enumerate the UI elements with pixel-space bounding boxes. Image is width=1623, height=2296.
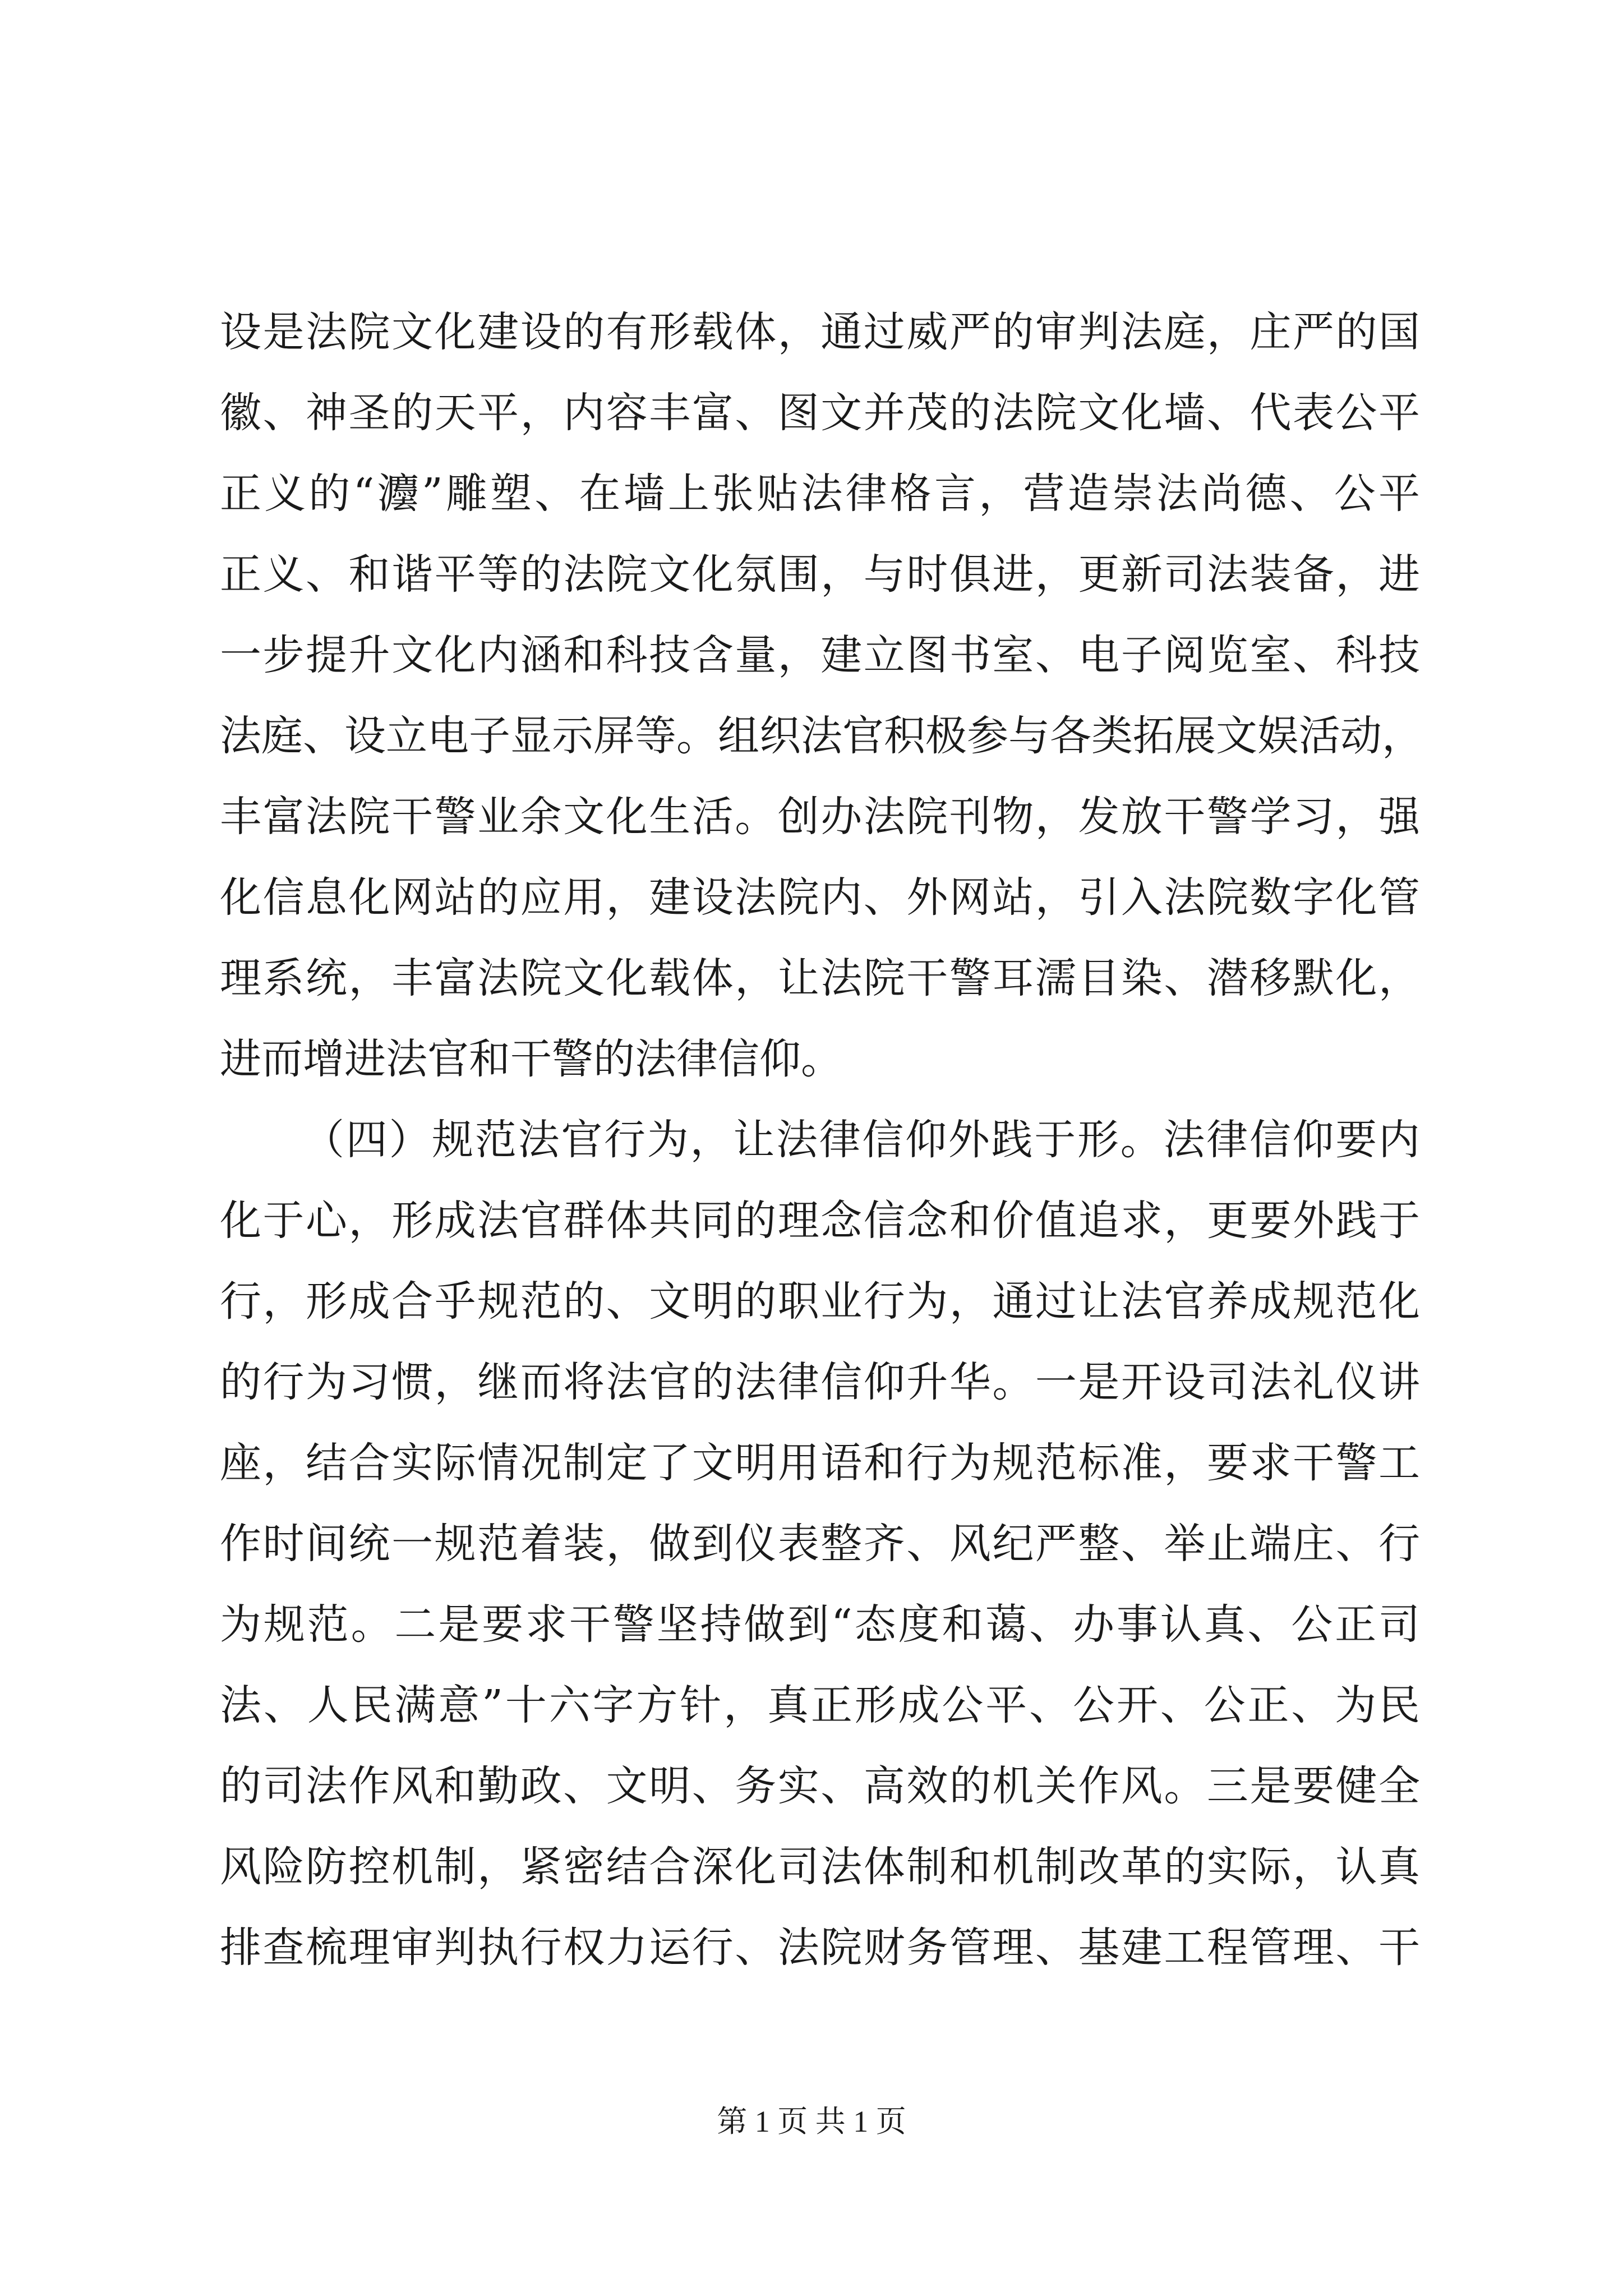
paragraph-2-line-5: 座，结合实际情况制定了文明用语和行为规范标准，要求干警工 xyxy=(220,1439,1420,1487)
paragraph-1-line-9: 理系统，丰富法院文化载体，让法院干警耳濡目染、潜移默化， xyxy=(220,954,1420,1002)
paragraph-1-line-4: 正义、和谐平等的法院文化氛围，与时俱进，更新司法装备，进 xyxy=(220,550,1420,599)
paragraph-2-line-6: 作时间统一规范着装，做到仪表整齐、风纪严整、举止端庄、行 xyxy=(220,1520,1420,1568)
page-number-footer: 第 1 页 共 1 页 xyxy=(717,2105,906,2138)
paragraph-1-line-6: 法庭、设立电子显示屏等。组织法官积极参与各类拓展文娱活动， xyxy=(220,712,1423,760)
paragraph-2-line-10: 风险防控机制，紧密结合深化司法体制和机制改革的实际，认真 xyxy=(220,1843,1420,1891)
paragraph-1-line-10: 进而增进法官和干警的法律信仰。 xyxy=(220,1035,842,1083)
paragraph-1-line-7: 丰富法院干警业余文化生活。创办法院刊物，发放干警学习，强 xyxy=(220,793,1420,841)
paragraph-2-line-1: （四）规范法官行为，让法律信仰外践于形。法律信仰要内 xyxy=(303,1116,1420,1164)
paragraph-2-line-2: 化于心，形成法官群体共同的理念信念和价值追求，更要外践于 xyxy=(220,1197,1420,1245)
paragraph-1-line-8: 化信息化网站的应用，建设法院内、外网站，引入法院数字化管 xyxy=(220,873,1420,922)
paragraph-1-line-3: 正义的“灋”雕塑、在墙上张贴法律格言，营造崇法尚德、公平 xyxy=(220,470,1420,518)
paragraph-2-line-3: 行，形成合乎规范的、文明的职业行为，通过让法官养成规范化 xyxy=(220,1277,1420,1326)
paragraph-1-line-2: 徽、神圣的天平，内容丰富、图文并茂的法院文化墙、代表公平 xyxy=(220,389,1420,437)
paragraph-1-line-1: 设是法院文化建设的有形载体，通过威严的审判法庭，庄严的国 xyxy=(220,308,1420,356)
paragraph-1-line-5: 一步提升文化内涵和科技含量，建立图书室、电子阅览室、科技 xyxy=(220,631,1420,679)
paragraph-2-line-8: 法、人民满意”十六字方针，真正形成公平、公开、公正、为民 xyxy=(220,1681,1420,1729)
document-body xyxy=(220,292,1423,1988)
paragraph-2-line-4: 的行为习惯，继而将法官的法律信仰升华。一是开设司法礼仪讲 xyxy=(220,1358,1420,1406)
paragraph-2-line-11: 排查梳理审判执行权力运行、法院财务管理、基建工程管理、干 xyxy=(220,1924,1420,1972)
paragraph-2-line-7: 为规范。二是要求干警坚持做到“态度和蔼、办事认真、公正司 xyxy=(220,1600,1420,1649)
paragraph-2-line-9: 的司法作风和勤政、文明、务实、高效的机关作风。三是要健全 xyxy=(220,1762,1420,1810)
